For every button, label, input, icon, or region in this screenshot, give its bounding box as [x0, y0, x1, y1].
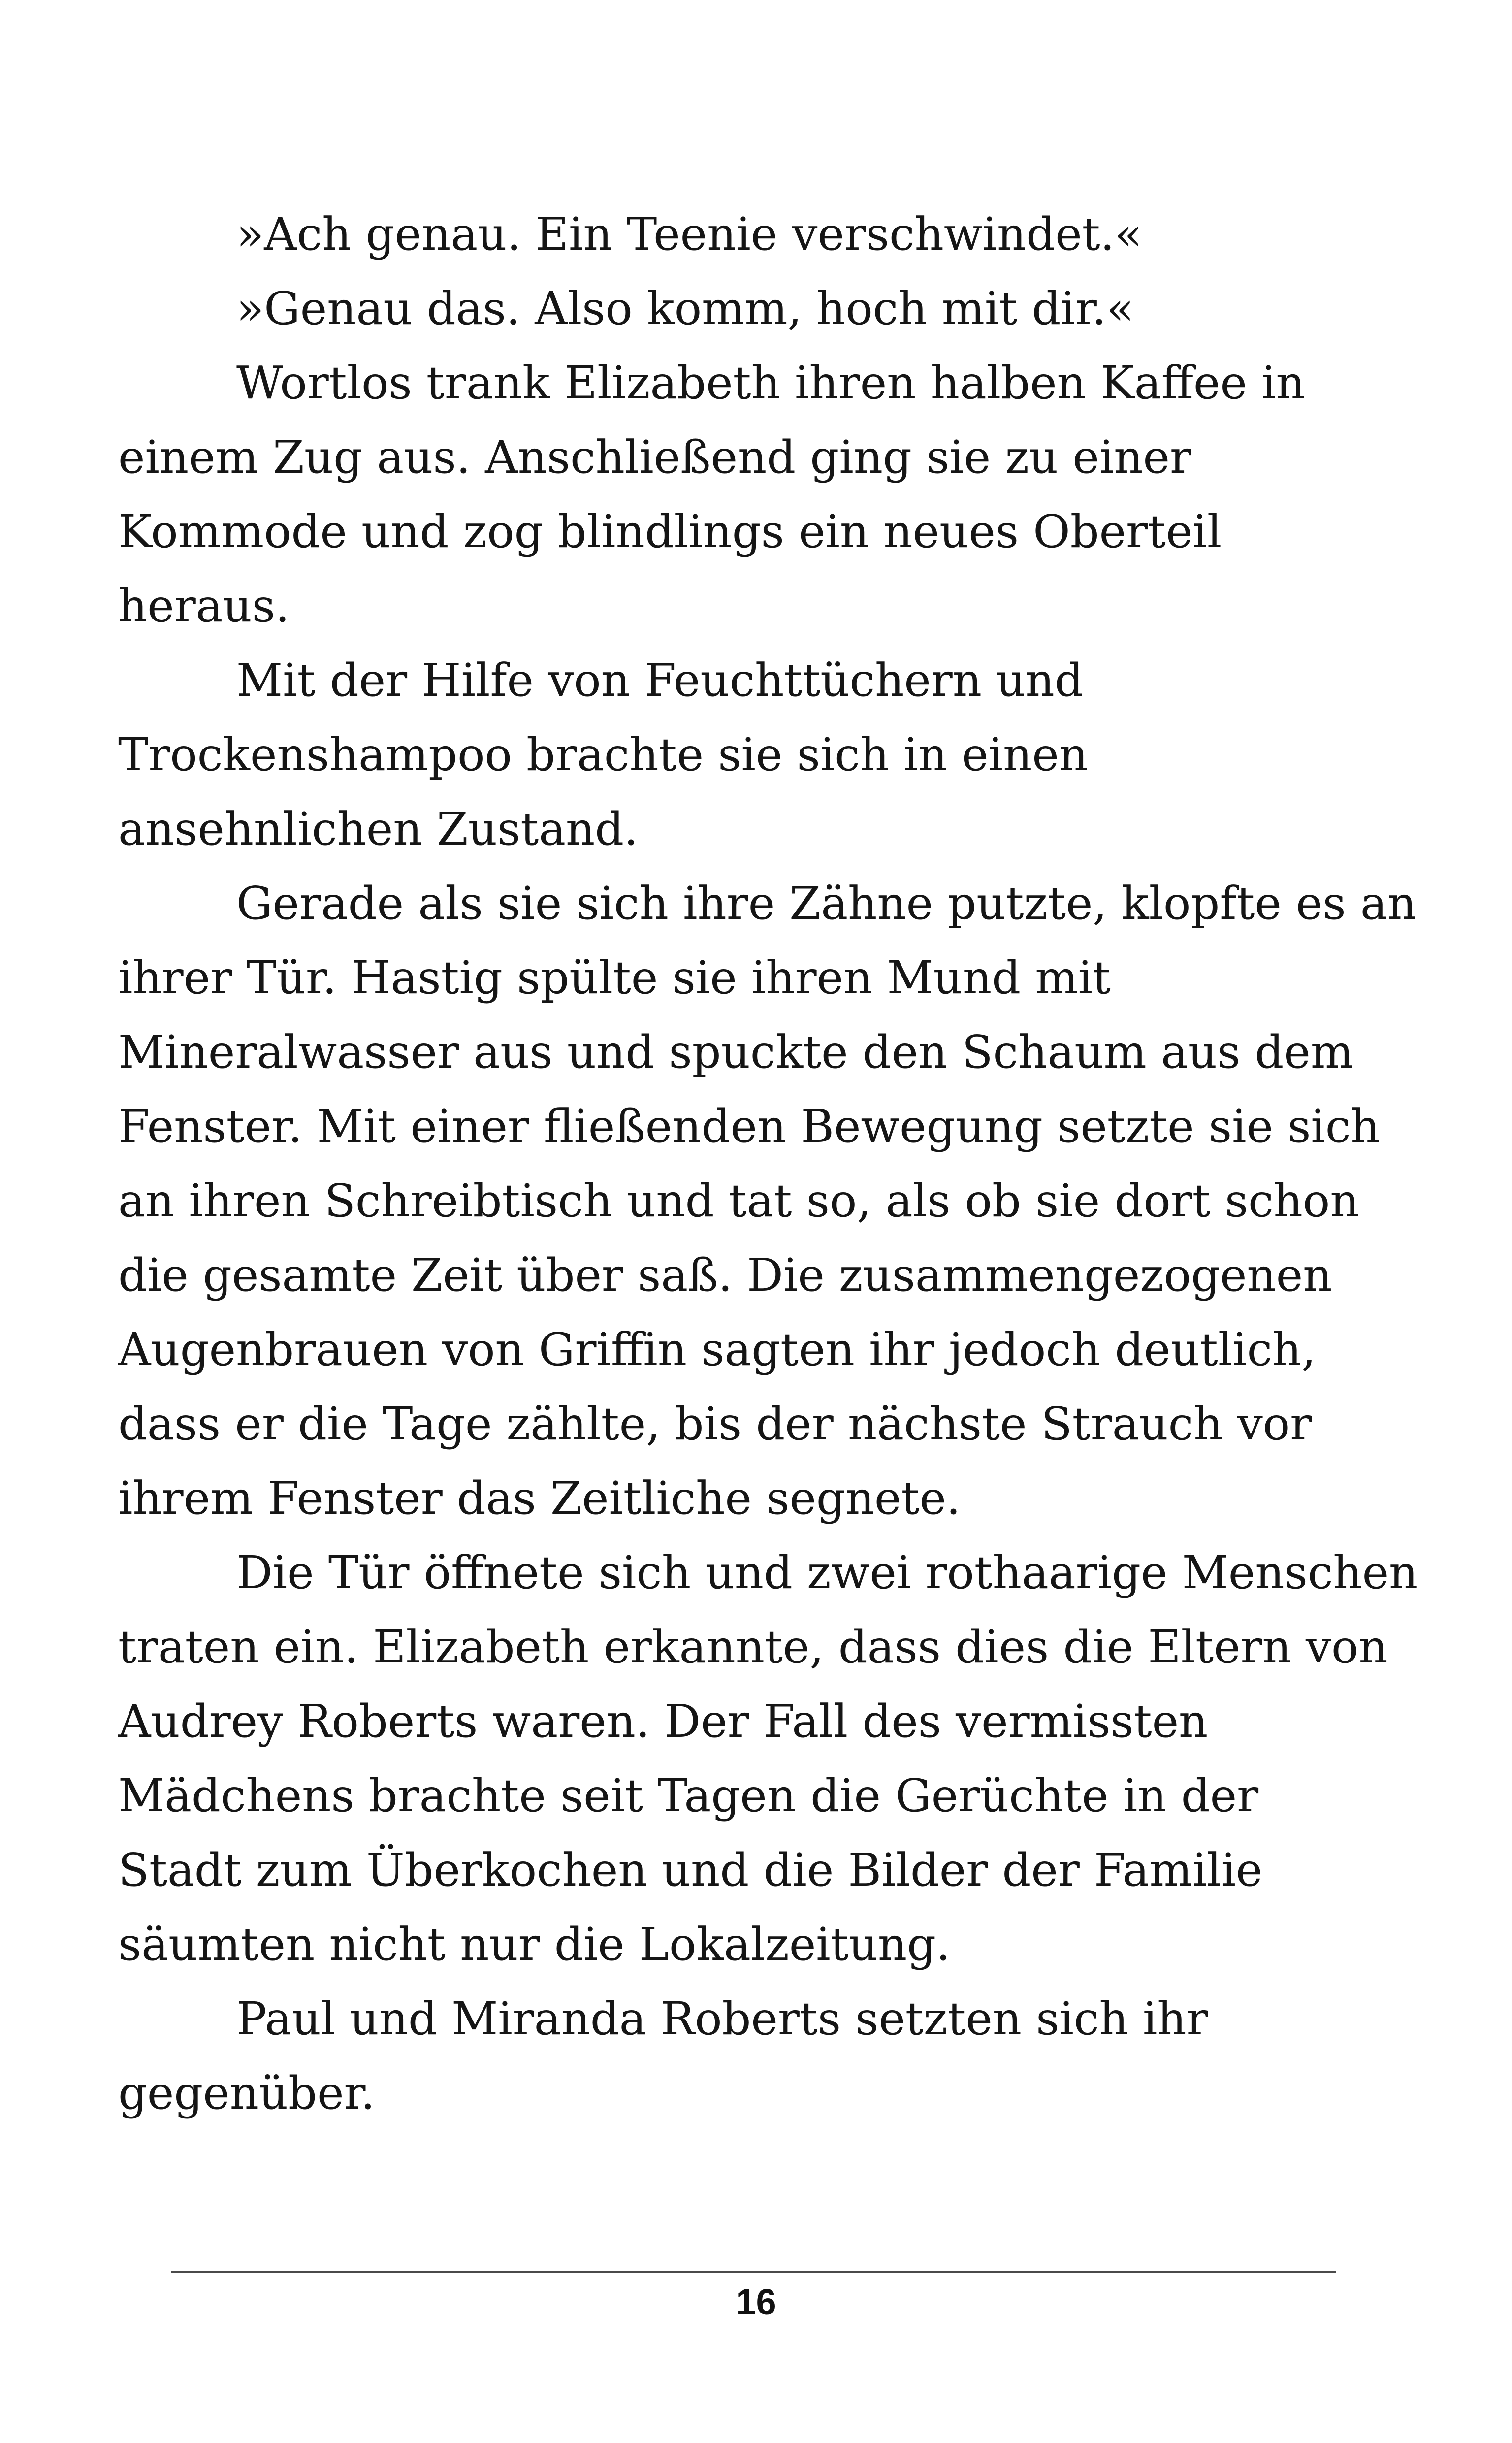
text-line: Mit der Hilfe von Feuchttüchern und — [236, 654, 1084, 707]
text-line: ihrem Fenster das Zeitliche segnete. — [118, 1472, 961, 1525]
text-line: einem Zug aus. Anschließend ging sie zu einer — [118, 431, 1191, 484]
paragraph-7 — [118, 1982, 1344, 2130]
text-line: Mineralwasser aus und spuckte den Schaum aus dem — [118, 1026, 1354, 1078]
paragraph-1 — [177, 197, 1344, 271]
text-line: heraus. — [118, 580, 290, 632]
paragraph-3 — [118, 346, 1344, 643]
footer-divider — [171, 2271, 1336, 2273]
text-line: ihrer Tür. Hastig spülte sie ihren Mund mit — [118, 951, 1111, 1004]
text-line: säumten nicht nur die Lokalzeitung. — [118, 1918, 951, 1971]
paragraph-2 — [177, 271, 1344, 346]
text-line: Die Tür öffnete sich und zwei rothaarige Menschen — [236, 1546, 1418, 1599]
text-line: gegenüber. — [118, 2067, 375, 2119]
text-line: Fenster. Mit einer fließenden Bewegung setzte sie sich — [118, 1100, 1380, 1153]
text-line: Mädchens brachte seit Tagen die Gerüchte in der — [118, 1769, 1259, 1822]
text-line: »Ach genau. Ein Teenie verschwindet.« — [236, 208, 1143, 261]
paragraph-5 — [118, 866, 1417, 1535]
text-line: Trockenshampoo brachte sie sich in einen — [118, 728, 1089, 781]
paragraph-6 — [118, 1535, 1418, 1982]
text-line: Paul und Miranda Roberts setzten sich ihr — [236, 1992, 1208, 2045]
text-line: Kommode und zog blindlings ein neues Oberteil — [118, 505, 1222, 558]
text-line: ansehnlichen Zustand. — [118, 803, 639, 855]
body-text — [118, 197, 1418, 2130]
text-line: »Genau das. Also komm, hoch mit dir.« — [236, 282, 1134, 335]
text-line: Wortlos trank Elizabeth ihren halben Kaffee in — [236, 357, 1305, 409]
page-number: 16 — [736, 2281, 776, 2322]
text-line: Gerade als sie sich ihre Zähne putzte, klopfte es an — [236, 877, 1417, 930]
paragraph-4 — [118, 643, 1344, 866]
text-line: traten ein. Elizabeth erkannte, dass dies die Eltern von — [118, 1621, 1388, 1673]
text-line: Audrey Roberts waren. Der Fall des vermissten — [118, 1695, 1208, 1748]
text-line: dass er die Tage zählte, bis der nächste Strauch vor — [118, 1398, 1312, 1450]
text-line: Stadt zum Überkochen und die Bilder der Familie — [118, 1844, 1263, 1896]
text-line: an ihren Schreibtisch und tat so, als ob sie dort schon — [118, 1174, 1359, 1227]
text-line: die gesamte Zeit über saß. Die zusammengezogenen — [118, 1249, 1332, 1302]
text-line: Augenbrauen von Griffin sagten ihr jedoch deutlich, — [118, 1323, 1316, 1376]
